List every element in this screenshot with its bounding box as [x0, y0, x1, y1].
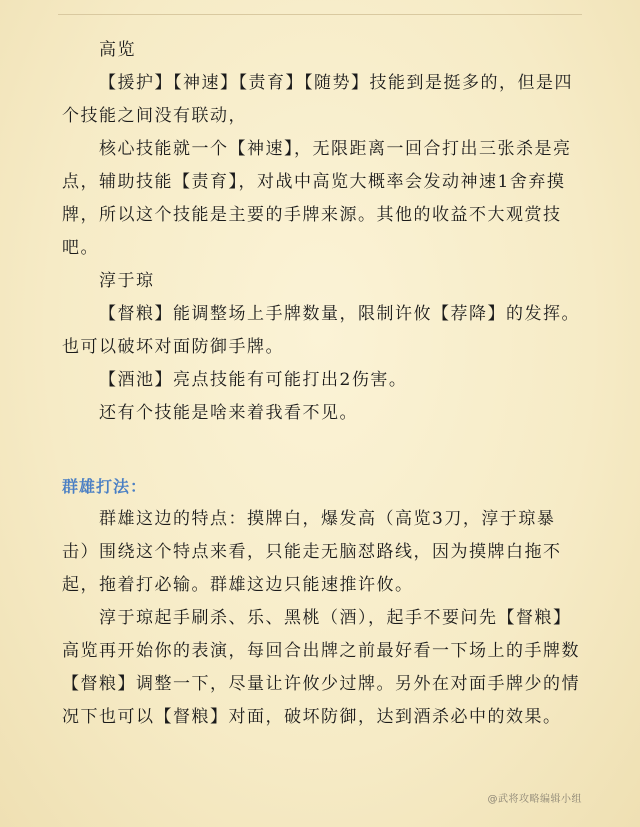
- strategy-section: [62, 503, 582, 734]
- gaolan-section: [62, 34, 582, 265]
- chunyuqiong-paragraph-2: 【酒池】亮点技能有可能打出2伤害。: [99, 370, 408, 390]
- watermark-text: @武将攻略编辑小组: [487, 794, 582, 805]
- gaolan-paragraph-1: 【援护】【神速】【责育】【随势】技能到是挺多的，但是四个技能之间没有联动，: [62, 73, 573, 126]
- top-divider: [58, 14, 582, 15]
- gaolan-paragraph-2: 核心技能就一个【神速】，无限距离一回合打出三张杀是亮点，辅助技能【责育】，对战中高览大概率会发动神速1舍弃摸牌，所以这个技能是主要的手牌来源。其他的收益不大观赏技吧。: [62, 139, 572, 258]
- chunyuqiong-name: 淳于琼: [99, 271, 155, 291]
- chunyuqiong-paragraph-3: 还有个技能是啥来着我看不见。: [99, 403, 358, 423]
- gaolan-name: 高览: [99, 40, 136, 60]
- strategy-paragraph-1: 群雄这边的特点：摸牌白，爆发高（高览3刀，淳于琼暴击）围绕这个特点来看，只能走无脑怼路线，因为摸牌白拖不起，拖着打必输。群雄这边只能速推许攸。: [62, 509, 562, 595]
- chunyuqiong-paragraph-1: 【督粮】能调整场上手牌数量，限制许攸【荐降】的发挥。也可以破坏对面防御手牌。: [62, 304, 580, 357]
- strategy-paragraph-2: 淳于琼起手刷杀、乐、黑桃（酒），起手不要问先【督粮】高览再开始你的表演，每回合出牌之前最好看一下场上的手牌数【督粮】调整一下，尽量让许攸少过牌。另外在对面手牌少的情况下也可以【督粮】对面，破坏防御，达到酒杀必中的效果。: [62, 608, 580, 727]
- chunyuqiong-section: [62, 265, 582, 430]
- strategy-heading: 群雄打法：: [62, 477, 148, 496]
